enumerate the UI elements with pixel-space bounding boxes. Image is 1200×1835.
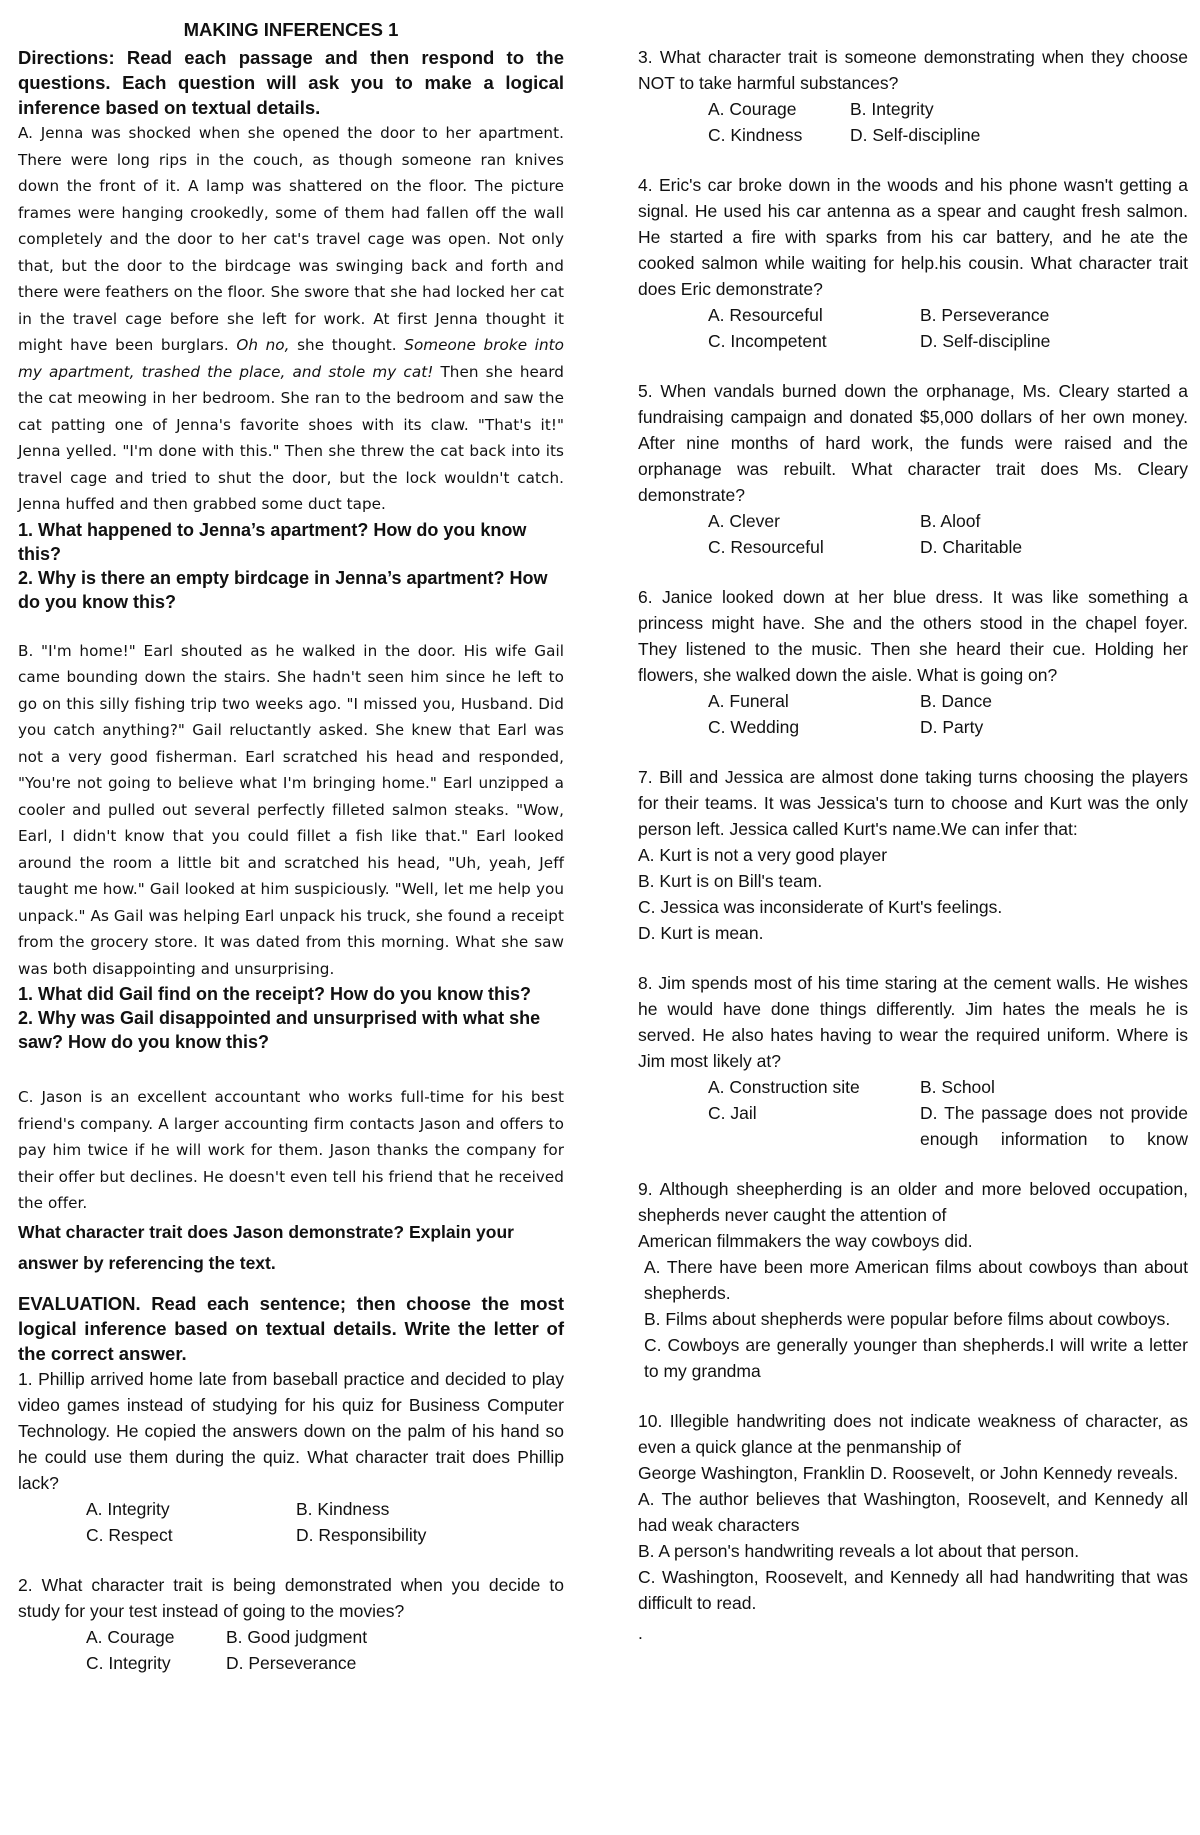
question-4-option-d: D. Self-discipline [920,331,1051,351]
question-5-option-b: B. Aloof [920,511,981,531]
question-2-options [18,1624,564,1676]
question-2-option-b: B. Good judgment [226,1626,368,1647]
passage-b-question-1: 1. What did Gail find on the receipt? How do you know this? [18,984,531,1004]
question-6-option-b: B. Dance [920,691,992,711]
trailing-mark: . [638,1623,643,1643]
question-9-option-c: C. Cowboys are generally younger than shepherds.I will write a letter to my grandma [644,1335,1188,1381]
question-3-option-c: C. Kindness [708,125,803,145]
question-3-option-a: A. Courage [708,99,797,119]
passage-c: C. Jason is an excellent accountant who works full-time for his best friend's company. A larger accounting firm contacts Jason and offers to pay him twice if he will work for them. Jason thanks the company for their offer but declines. He doesn't even tell his friend that he received the offer. [18,1088,564,1212]
right-column [638,44,1188,1646]
question-3-option-d: D. Self-discipline [850,125,981,145]
question-3-option-b: B. Integrity [850,99,934,119]
passage-a [18,120,564,518]
question-10-text-2: George Washington, Franklin D. Roosevelt, or John Kennedy reveals. [638,1463,1179,1483]
question-9-text-2: American filmmakers the way cowboys did. [638,1231,973,1251]
question-1-text: 1. Phillip arrived home late from baseball practice and decided to play video games instead of studying for his quiz for Business Computer Technology. He copied the answers down on the palm of his hand so he could use them during the quiz. What character trait does Phillip lack? [18,1368,564,1493]
passage-c-question: What character trait does Jason demonstrate? Explain your answer by referencing the text. [18,1221,514,1273]
question-3-text: 3. What character trait is someone demonstrating when they choose NOT to take harmful substances? [638,47,1188,93]
question-10-option-a: A. The author believes that Washington, Roosevelt, and Kennedy all had weak characters [638,1489,1188,1535]
question-7-option-b: B. Kurt is on Bill's team. [638,871,823,891]
question-6-option-c: C. Wedding [708,717,800,737]
question-6-options [638,688,1188,740]
question-8-options [638,1074,1188,1152]
question-7-options [638,842,1188,946]
question-9-text: 9. Although sheepherding is an older and more beloved occupation, shepherds never caught the attention of [638,1179,1188,1225]
question-8-option-d-line-1 [920,1100,1188,1152]
question-1-option-c: C. Respect [86,1524,173,1545]
question-4-options [638,302,1188,354]
question-7-option-c: C. Jessica was inconsiderate of Kurt's feelings. [638,897,1003,917]
directions: Directions: Read each passage and then respond to the questions. Each question will ask you to make a logical inference based on textual details. [18,47,564,118]
question-8-text: 8. Jim spends most of his time staring at the cement walls. He wishes he would have done things differently. Jim hates the meals he is served. He also hates having to wear the required uniform. Where is Jim most likely at? [638,973,1188,1071]
question-4-option-c: C. Incompetent [708,331,827,351]
question-1-option-b: B. Kindness [296,1498,390,1519]
question-1-option-d: D. Responsibility [296,1524,427,1545]
question-10-option-c: C. Washington, Roosevelt, and Kennedy all had handwriting that was difficult to read. [638,1567,1188,1613]
question-9-option-a: A. There have been more American films about cowboys than about shepherds. [644,1257,1188,1303]
question-6-option-a: A. Funeral [708,691,789,711]
page-title: MAKING INFERENCES 1 [183,19,399,40]
passage-a-italic-1: Oh no, [236,336,290,354]
left-column [18,18,564,1676]
question-5-options [638,508,1188,560]
question-10-option-b: B. A person's handwriting reveals a lot about that person. [638,1541,1080,1561]
question-2-option-c: C. Integrity [86,1652,171,1673]
question-8-option-d: D. The passage does not provide enough information to know [920,1103,1188,1149]
passage-b: B. "I'm home!" Earl shouted as he walked in the door. His wife Gail came bounding down the stairs. She hadn't seen him since he left to go on this silly fishing trip two weeks ago. "I missed you, Husband. Did you catch anything?" Gail reluctantly asked. She knew that Earl was not a very good fisherman. Earl scratched his head and responded, "You're not going to believe what I'm bringing home." Earl unzipped a cooler and pulled out several perfectly filleted salmon steaks. "Wow, Earl, I didn't know that you could fillet a fish like that." Earl looked around the room a little bit and scratched his head, "Uh, yeah, Jeff taught me how." Gail looked at him suspiciously. "Well, let me help you unpack." As Gail was helping Earl unpack his truck, she found a receipt from the grocery store. It was dated from this morning. What she saw was both disappointing and unsurprising. [18,641,564,978]
question-5-option-a: A. Clever [708,511,780,531]
question-8-option-b: B. School [920,1077,995,1097]
question-7-option-a: A. Kurt is not a very good player [638,845,888,865]
question-9-option-b: B. Films about shepherds were popular before films about cowboys. [644,1309,1171,1329]
question-6-option-d: D. Party [920,717,984,737]
question-7-text: 7. Bill and Jessica are almost done taking turns choosing the players for their teams. It was Jessica's turn to choose and Kurt was the only person left. Jessica called Kurt's name.We can infer that: [638,767,1188,839]
question-5-option-c: C. Resourceful [708,537,824,557]
passage-a-question-1: 1. What happened to Jenna’s apartment? How do you know this? [18,519,527,564]
evaluation-directions: EVALUATION. Read each sentence; then choose the most logical inference based on textual details. Write the letter of the correct answer. [18,1292,564,1364]
passage-a-question-2: 2. Why is there an empty birdcage in Jenna’s apartment? How do you know this? [18,567,548,612]
question-8-option-c: C. Jail [708,1103,757,1123]
question-4-option-a: A. Resourceful [708,305,823,325]
passage-a-italic-2: Someone broke into my apartment, trashed the place, and stole my cat! [18,336,564,381]
question-7-option-d: D. Kurt is mean. [638,923,764,943]
question-4-option-b: B. Perseverance [920,305,1050,325]
question-5-option-d: D. Charitable [920,537,1023,557]
passage-a-text-3: Then she heard the cat meowing in her bedroom. She ran to the bedroom and saw the cat patting one of Jenna's favorite shoes with its claw. "That's it!" Jenna yelled. "I'm done with this." Then she threw the cat back into its travel cage and tried to shut the door, but the lock wouldn't catch. Jenna huffed and then grabbed some duct tape. [18,362,564,513]
passage-a-text-1: A. Jenna was shocked when she opened the door to her apartment. There were long rips in the couch, as though someone ran knives down the front of it. A lamp was shattered on the floor. The picture frames were hanging crookedly, some of them had fallen off the wall completely and the door to her cat's travel cage was open. Not only that, but the door to the birdcage was swinging back and forth and there were feathers on the floor. She swore that she had locked her cat in the travel cage before she left for work. At first Jenna thought it might have been burglars. [18,124,564,354]
question-3-options [638,96,1188,148]
question-2-text: 2. What character trait is being demonstrated when you decide to study for your test instead of going to the movies? [18,1574,564,1621]
question-1-option-a: A. Integrity [86,1498,170,1519]
question-5-text: 5. When vandals burned down the orphanage, Ms. Cleary started a fundraising campaign and donated $5,000 dollars of her own money. After nine months of hard work, the funds were raised and the orphanage was rebuilt. What character trait does Ms. Cleary demonstrate? [638,381,1188,505]
question-1-options [18,1496,564,1548]
passage-a-text-2: she thought. [297,336,397,354]
question-8-option-a: A. Construction site [708,1077,860,1097]
question-10-text: 10. Illegible handwriting does not indicate weakness of character, as even a quick glance at the penmanship of [638,1411,1188,1457]
question-2-option-d: D. Perseverance [226,1652,357,1673]
question-2-option-a: A. Courage [86,1626,175,1647]
question-4-text: 4. Eric's car broke down in the woods and his phone wasn't getting a signal. He used his car antenna as a spear and caught fresh salmon. He started a fire with sparks from his car battery, and he ate the cooked salmon while waiting for help.his cousin. What character trait does Eric demonstrate? [638,175,1188,299]
question-6-text: 6. Janice looked down at her blue dress. It was like something a princess might have. She and the others stood in the chapel foyer. They listened to the music. Then she heard their cue. Holding her flowers, she walked down the aisle. What is going on? [638,587,1188,685]
passage-b-question-2: 2. Why was Gail disappointed and unsurprised with what she saw? How do you know this? [18,1008,541,1052]
